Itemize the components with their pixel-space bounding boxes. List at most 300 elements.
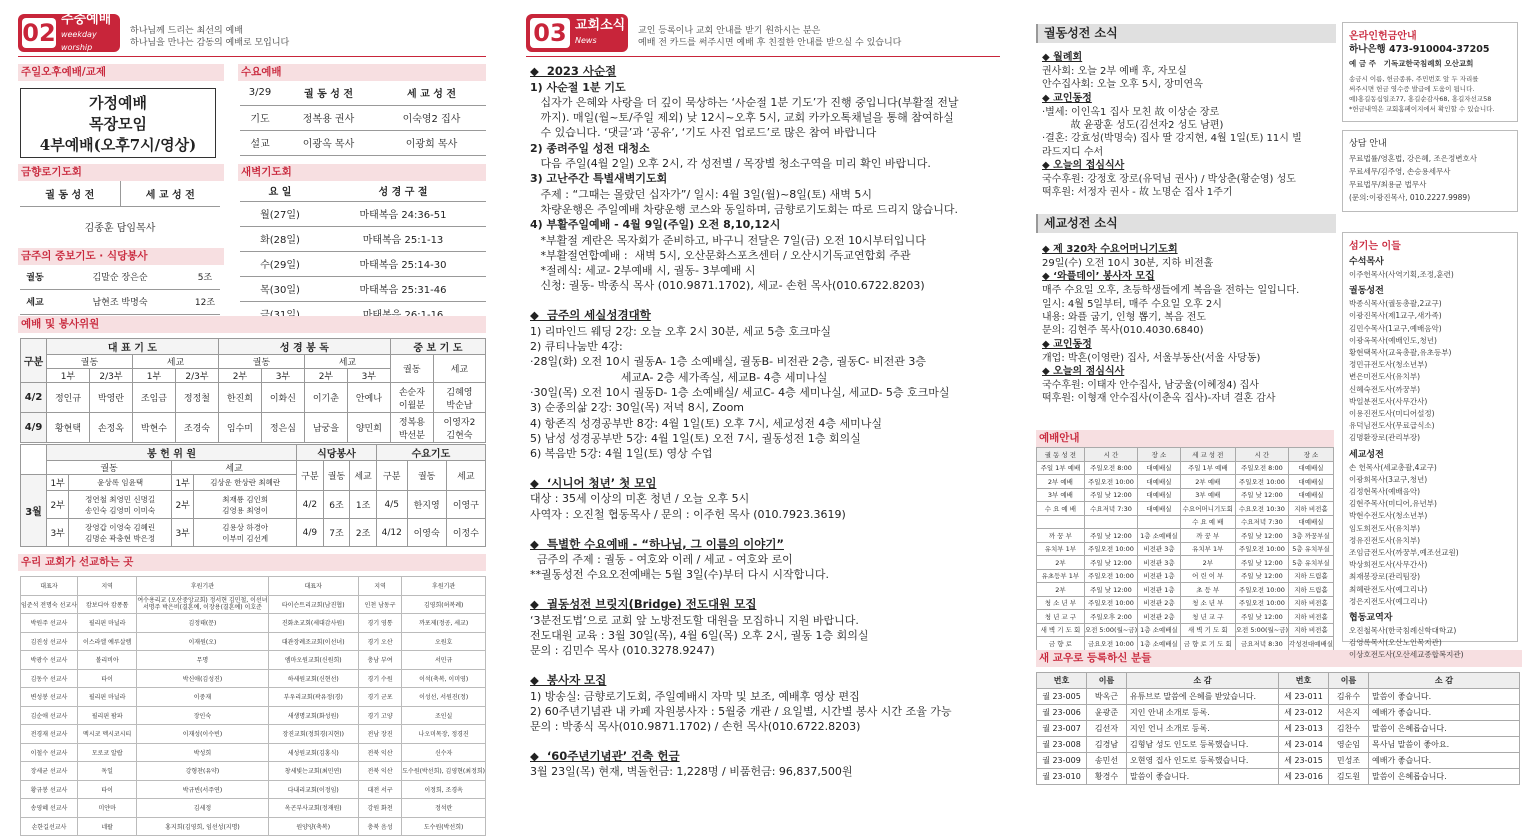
mission-cell: 충북 음성 (358, 817, 401, 836)
counsel-box (1342, 130, 1518, 212)
staff-line: 신혜숙전도사(까꿍부) (1349, 384, 1421, 394)
worship-cell: 주일오전 10:00 (1084, 569, 1137, 583)
page-description (130, 25, 289, 49)
staff-line: 황현택목사(교육총괄,유초등부) (1349, 348, 1452, 358)
news-subheading: ◆ 제 320차 수요어머니기도회 (1042, 244, 1178, 255)
mission-cell: 원양양(축복) (268, 817, 358, 836)
worship-cell: 주일오전 10:00 (1235, 542, 1288, 556)
mission-row (21, 688, 486, 707)
news-line: 3월 23일(목) 현재, 벽돌헌금: 1,228명 / 비품헌금: 96,837,500원 (530, 765, 853, 779)
staff-line: 박현수전도사(청소년부) (1349, 511, 1428, 521)
worship-cell: 수요오전 10:30 (1235, 502, 1288, 516)
page-description (638, 25, 901, 49)
member-cell: 박옥근 (1087, 689, 1127, 705)
desc-line-2: 하나님을 만나는 감동의 예배로 모입니다 (130, 38, 290, 48)
mission-cell: 대전 서구 (358, 780, 401, 799)
section-friday-title: 금향로기도회 (18, 164, 224, 181)
mission-cell: 엠마오원교회(신원희) (268, 651, 358, 670)
mission-cell: 경기 영통 (358, 614, 401, 633)
worship-cell: 주일 낮 12:00 (1084, 556, 1137, 570)
desc-line-2: 예배 전 카드를 써주시면 예배 후 친절한 안내를 받으실 수 있습니다 (638, 38, 902, 48)
worship-cell: 금요오전 10:00 (1084, 637, 1137, 651)
section-offer-title: 금주의 중보기도 · 식당봉사 (18, 248, 224, 265)
mission-cell: 까포제(정공, 세교) (402, 614, 486, 633)
news-line: 금주의 주제 : 궐동 - 여호와 이레 / 세교 - 여호와 로이 (530, 553, 793, 566)
mission-row (21, 762, 486, 781)
mission-cell: 오원호 (402, 632, 486, 651)
mission-row (21, 817, 486, 836)
worship-cell: 각성전대예배실 (1289, 637, 1334, 651)
offer-table: 궐동 김말순 장은순 5조 세교 남현조 박명숙 12조 (20, 264, 220, 315)
mission-row (21, 669, 486, 688)
news-line: **궐동성전 수요오전예배는 5월 3일(수)부터 다시 시작합니다. (530, 568, 829, 582)
worship-cell: 수요저녁 7:30 (1084, 502, 1137, 516)
mission-cell: 조인실 (402, 706, 486, 725)
worship-cell: 주일오전 8:00 (1235, 461, 1288, 475)
member-cell: 목사님 말씀이 좋아요. (1369, 737, 1520, 753)
worship-cell: 비전관 1층 (1138, 583, 1181, 597)
mission-cell: 전북 익산 (358, 762, 401, 781)
news-line: 6) 복음반 5강: 4월 1일(토) 영상 수업 (530, 447, 713, 461)
worship-row (1037, 637, 1334, 651)
mission-cell: 전남 장진 (358, 725, 401, 744)
news-subheading: ◆ 교인동정 (1042, 92, 1092, 104)
member-cell: 김유수 (1329, 689, 1369, 705)
worship-row (1037, 488, 1334, 502)
mission-cell: 장인숙 (137, 706, 268, 725)
mission-row (21, 725, 486, 744)
worship-row (1037, 583, 1334, 597)
news-line: 국수후원: 강정호 장로(유덕님 권사) / 박상춘(황순영) 성도 (1042, 173, 1296, 185)
news-subheading: ◆ ‘와플데이’ 봉사자 모집 (1042, 271, 1155, 283)
worship-cell: 금요저녁 8:30 (1235, 637, 1288, 651)
worship-row (1037, 515, 1334, 529)
worship-cell: 청 소 년 부 (1180, 596, 1235, 610)
mission-cell: 정석란 (402, 799, 486, 818)
news-line: 개업: 박흔(이영란) 집사, 서울부동산(서울 사당동) (1042, 352, 1261, 364)
member-cell: 세 23-013 (1279, 721, 1329, 737)
counsel-line: (문의:이광진목사, 010.2227.9989) (1349, 193, 1471, 202)
worship-cell: 유초등부 1부 (1037, 569, 1085, 583)
worship-row (1037, 475, 1334, 489)
worship-cell: 주일 낮 12:00 (1235, 569, 1288, 583)
news-line: 문의 : 박종식 목사(010.9871.1702) / 손헌 목사(010.6722.8203) (530, 720, 861, 734)
news-heading: ◆ ‘시니어 청년’ 첫 모임 (530, 475, 657, 490)
mission-cell: 전경재 선교사 (21, 725, 78, 744)
member-cell: 말씀이 은혜롭습니다. (1369, 769, 1520, 785)
online-offering-title: 온라인헌금안내 (1349, 31, 1417, 42)
worship-cell: 지하 비전홀 (1289, 502, 1334, 516)
worship-cell: 3부 예배 (1037, 488, 1085, 502)
member-cell: 민성조 (1329, 753, 1369, 769)
worship-cell: 주일 낮 12:00 (1235, 610, 1288, 624)
member-cell: 윤광준 (1087, 705, 1127, 721)
mission-cell: 도수원(박선희), 김영현(최정희) (402, 762, 486, 781)
news-line: 수 있습니다. ‘댓글’과 ‘공유’, ‘기도 사진 업로드’로 많은 참여 바랍니다 (530, 126, 877, 140)
header-divider (526, 56, 1000, 57)
page-02 (0, 0, 490, 831)
staff-line: 이광옥목사(예배인도,청년) (1349, 335, 1437, 345)
worship-cell: 수요어머니기도회 (1180, 502, 1235, 516)
member-cell: 지인 언니 소개로 등록. (1127, 721, 1279, 737)
staff-line: 이광진목사(제1교구,새가족) (1349, 311, 1442, 321)
news-line: 다음 주일(4월 2일) 오후 2시, 각 성전별 / 목장별 청소구역을 미리 확인 바랍니다. (530, 157, 931, 170)
news-line: ·30일(목) 오전 10시 궐동D- 1층 소예배실/ 세교C- 4층 세미나실, 세교D- 5층 호크마실 (530, 385, 950, 399)
sunday-line: 목장모임 (89, 115, 147, 133)
mission-cell: 김영희(허복례) (402, 595, 486, 614)
staff-line: 이주헌목사(사역기획,조정,훈련) (1349, 270, 1454, 279)
news-line: 4) 부활주일예배 - 4월 9일(주일) 오전 8,10,12시 (530, 218, 781, 232)
mission-cell: 김진성 선교사 (21, 632, 78, 651)
worship-cell: 지하 비전홀 (1289, 596, 1334, 610)
news-line: ·28일(화) 오전 10시 궐동A- 1층 소예배실, 궐동B- 비전관 2층, 궐동C- 비전관 3층 (530, 355, 926, 369)
mission-cell: 경기 고양 (358, 706, 401, 725)
worship-cell: 비전관 2층 (1138, 596, 1181, 610)
news-line: *절례식: 세교- 2부예배 시, 궐동- 3부예배 시 (530, 264, 756, 278)
mission-cell: 이철수 선교사 (21, 743, 78, 762)
worship-cell: 수 요 예 배 (1180, 515, 1235, 529)
page-number-badge (18, 11, 120, 52)
staff-group-title: 궐동성전 (1349, 286, 1384, 297)
mission-cell: 나오미목장, 정경진 (402, 725, 486, 744)
mission-cell: 황규봉 선교사 (21, 780, 78, 799)
online-offering-box (1342, 22, 1518, 122)
worship-cell: 주일 낮 12:00 (1235, 488, 1288, 502)
mission-cell: 서민규 (402, 651, 486, 670)
member-cell: 세 23-016 (1279, 769, 1329, 785)
news-line: 전도대원 교육 : 3월 30일(목), 4월 6일(목) 오후 2시, 궐동 1층 회의실 (530, 628, 869, 642)
staff-line: 변은미전도사(유치부) (1349, 372, 1421, 382)
news-subheading: ◆ 오늘의 점심식사 (1042, 365, 1125, 377)
worship-cell: 대예배실 (1289, 475, 1334, 489)
worship-cell: 어 린 이 부 (1180, 569, 1235, 583)
worship-guide-title: 예배안내 (1036, 430, 1334, 447)
news-line: 29일(수) 오전 10시 30분, 지하 비전홀 (1042, 258, 1214, 269)
mission-cell: 타이 (77, 780, 136, 799)
worship-cell: 비전관 2층 (1138, 610, 1181, 624)
worship-cell: 1층 소예배실 (1138, 637, 1181, 651)
worship-cell (1138, 515, 1181, 529)
member-row (1037, 769, 1520, 785)
worship-cell: 새 벽 기 도 회 (1037, 623, 1085, 637)
mission-cell: 이성선, 서원진(정) (402, 688, 486, 707)
worship-cell: 지하 드림홀 (1289, 583, 1334, 597)
section-mission-title: 우리 교회가 선교하는 곳 (18, 554, 486, 571)
staff-line: 임도희전도사(유치부) (1349, 523, 1421, 533)
mission-cell: 모로코 알랍 (77, 743, 136, 762)
desc-line-1: 교인 등록이나 교회 안내를 받기 원하시는 분은 (638, 26, 821, 36)
service-table: 구분 대 표 기 도 성 경 봉 독 중 보 기 도 궐동 세교 궐동 세교 궐동 세교 1부 2/3부 1부 2/3부 2부 3부 2부 3부 4/2 정인규 박영란 조임금 정정철 한진희 이화신 이기춘 안예나 손순자 이월분 김혜영 박순남 4/9 황현택 손정옥 박현수 조경숙 임수미 정은심 남궁을 양민희 정복용 박선분 이영자2 김현숙 (20, 338, 486, 443)
worship-cell: 주일 낮 12:00 (1084, 488, 1137, 502)
worship-cell (1084, 515, 1137, 529)
online-note-line: *헌금내역은 교회홈페이지에서 확인할 수 있습니다. (1349, 105, 1495, 113)
worship-row (1037, 529, 1334, 543)
worship-cell: 주일오후 2:00 (1084, 610, 1137, 624)
worship-cell: 수 요 예 배 (1037, 502, 1085, 516)
mission-cell: 강형찬(유약) (137, 762, 268, 781)
mission-cell: 송영혜 선교사 (21, 799, 78, 818)
mission-cell: 전북 익산 (358, 743, 401, 762)
worship-cell: 대예배실 (1138, 488, 1181, 502)
news-subheading: ◆ 월례회 (1042, 52, 1083, 63)
header-divider (18, 56, 486, 57)
worship-row (1037, 502, 1334, 516)
mission-cell: 이스라엘 예루살렘 (77, 632, 136, 651)
news-line: 4) 항존직 성경공부반 8강: 4월 1일(토) 오후 7시, 세교성전 4층 세미나실 (530, 416, 883, 430)
mission-cell: 부우리교회(곽유정(경) (268, 688, 358, 707)
mission-cell: 도수원(박선희) (402, 817, 486, 836)
worship-cell: 대예배실 (1289, 461, 1334, 475)
worship-cell: 지하 비전홀 (1289, 623, 1334, 637)
worship-cell: 까 꿍 부 (1037, 529, 1085, 543)
mission-cell: 무명 (137, 651, 268, 670)
news-heading: ◆ 금주의 세실성경대학 (530, 308, 651, 323)
mission-cell: 김정태(문) (137, 614, 268, 633)
staff-group-title: 수석목사 (1349, 257, 1384, 267)
worship-cell: 5층 유치부실 (1289, 542, 1334, 556)
news-heading: ◆ ‘60주년기념관’ 건축 헌금 (530, 748, 680, 763)
staff-line: 정유진전도사(유치부) (1349, 535, 1421, 545)
worship-cell: 지하 비전홀 (1289, 610, 1334, 624)
mission-cell: 김동수 선교사 (21, 669, 78, 688)
page-number: 02 (22, 19, 56, 47)
mission-cell: 타이슨트리교회(남진협) (268, 595, 358, 614)
worship-cell: 주일 1부 예배 (1037, 461, 1085, 475)
worship-cell: 유치부 1부 (1037, 542, 1085, 556)
mission-row (21, 743, 486, 762)
member-cell: 궐 23-010 (1037, 769, 1087, 785)
mission-cell: 새생명교회(화성원) (268, 706, 358, 725)
member-cell: 서은지 (1329, 705, 1369, 721)
news-line: 주제 : “그때는 몰랐던 십자가”/ 일시: 4월 3일(월)~8일(토) 새벽 5시 (530, 187, 872, 201)
mission-cell: 필리핀 마닐라 (77, 614, 136, 633)
online-note (1349, 74, 1511, 114)
worship-cell: 금 향 로 기 도 회 (1180, 637, 1235, 651)
news-line: 내용: 와플 굽기, 인형 뽑기, 복음 전도 (1042, 311, 1207, 323)
news-line: 떡후원: 서정자 권사 - 故 노명순 집사 1주기 (1042, 187, 1233, 199)
worship-guide-table: 궐 동 성 전 시 간 장 소 세 교 성 전 시 간 장 소 주일 1부 예배 주일오전 8:00 대예배실 주일 1부 예배 주일오전 8:00 대예배실 2부 예배 주일오전 10:00 대예배실 2부 예배 주일오전 10:00 대예배실 3부 예배 주일 낮 12:00 대예배실 3부 예배 주일 낮 12:00 대예배실 수 요 예 배 수요저녁 7:30 대예배실 수요어머니기도회 수요오전 10:30 지하 비전홀 수 요 예 배 수요저녁 7:30 대예배실 까 꿍 부 주일 낮 12:00 1층 소예배실 까 꿍 부 주일 낮 12:00 3층 까꿍부실 유치부 1부 주일오전 10:00 비전관 3층 유치부 1부 주일오전 10:00 5층 유치부실 2부 주일 낮 12:00 비전관 3층 2부 주일 낮 12:00 5층 유치부실 유초등부 1부 주일오전 10:00 비전관 1층 어 린 이 부 주일 낮 12:00 지하 드림홀 2부 주일 낮 12:00 비전관 1층 초 등 부 주일오전 10:00 지하 드림홀 청 소 년 부 주일오전 10:00 비전관 2층 청 소 년 부 주일오전 10:00 지하 비전홀 청 년 교 구 주일오후 2:00 비전관 2층 청 년 교 구 주일 낮 12:00 지하 비전홀 새 벽 기 도 회 오전 5:00(월~금) 1층 소예배실 새 벽 기 도 회 오전 5:00(월~금) 지하 비전홀 금 향 로 금요오전 10:00 1층 소예배실 금 향 로 기 도 회 금요저녁 8:30 각성전대예배실 (1036, 447, 1334, 651)
mission-cell: 창세빛는교회(최민연) (268, 762, 358, 781)
news-line: 대상 : 35세 이상의 미혼 청년 / 오늘 오후 5시 (530, 492, 750, 506)
worship-cell: 청 년 교 구 (1037, 610, 1085, 624)
worship-cell: 청 년 교 구 (1180, 610, 1235, 624)
mission-cell: 독일 (77, 762, 136, 781)
mission-cell: 멕시코 멕시코시티 (77, 725, 136, 744)
page-title: 교회소식 (575, 18, 626, 33)
member-cell: 말씀이 은혜롭습니다. (1369, 721, 1520, 737)
member-cell: 김형남 성도 인도로 등록했습니다. (1127, 737, 1279, 753)
mission-table: 대표자 지역 후원기관 대표자 지역 후원기관 임준석 전명숙 선교사 캄보디아 캄퐁톰 여수용리교 (오산중앙교회) 정서현 김민철, 이선녀 서명주 박은비(결혼예, 이장용(결혼예) 이호준 타이슨트리교회(남진협) 인천 남동구 김영희(허복례) 박원주 선교사 필리핀 마닐라 김정태(문) 진화초교회(세대감사원) 경기 영통 까포제(정공, 세교) 김진성 선교사 이스라엘 예루살렘 이재원(오) 대관장례조교회(이선녀) 경기 오산 오원호 박광수 선교사 볼리비아 무명 엠마오원교회(신원희) 충남 부여 서민규 김동수 선교사 타이 박신애(김성진) 하세원교회(신현선) 경기 수원 이석(축복, 이미영) 변성봉 선교사 필리핀 마닐라 이중재 부우리교회(곽유정(경) 경기 군포 이성선, 서원진(정) 김순애 선교사 필리핀 팜파 장인숙 새생명교회(화성원) 경기 고양 조인실 전경재 선교사 멕시코 멕시코시티 이재성(이수빈) 장진교회(정희경(지현)) 전남 장진 나오미목장, 정경진 이철수 선교사 모로코 알랍 박성희 세성원교회(김홍식) 전북 익산 신수자 장세균 선교사 독일 강형찬(유약) 창세빛는교회(최민연) 전북 익산 도수원(박선희), 김영현(최정희) 황규봉 선교사 타이 박규빈(서주연) 다내리교회(이정임) 대전 서구 이정희, 조경옥 송영혜 선교사 미얀마 김세정 옥곤부사교회(정재원) 강원 화천 정석란 손한길선교사 네팔 홍지희(김영희, 임선성(지명) 원양양(축복) 충북 음성 도수원(박선희) (20, 576, 486, 836)
worship-row (1037, 623, 1334, 637)
member-cell: 궐 23-006 (1037, 705, 1087, 721)
member-cell: 세 23-011 (1279, 689, 1329, 705)
news-subheading: ◆ 오늘의 접심식사 (1042, 159, 1125, 171)
worship-cell: 주일오전 10:00 (1235, 583, 1288, 597)
member-cell: 황경수 (1087, 769, 1127, 785)
worship-row (1037, 556, 1334, 570)
worship-cell: 3층 까꿍부실 (1289, 529, 1334, 543)
mission-cell: 이정희, 조경옥 (402, 780, 486, 799)
staff-lines (1349, 255, 1511, 662)
news-line: 문의 : 김민수 목사 (010.3278.9247) (530, 644, 715, 658)
mission-cell: 충남 부여 (358, 651, 401, 670)
member-row (1037, 737, 1520, 753)
worship-cell: 1층 소예배실 (1138, 623, 1181, 637)
desc-line-1: 하나님께 드리는 최선의 예배 (130, 26, 243, 36)
counsel-lines (1349, 152, 1511, 204)
news-line: 라드지디 수서 (1042, 146, 1104, 158)
staff-line: 조임금전도사(까꿍부,예조선교원) (1349, 548, 1459, 558)
worship-cell: 2부 예배 (1037, 475, 1085, 489)
worship-cell: 오전 5:00(월~금) (1084, 623, 1137, 637)
member-cell: 송민선 (1087, 753, 1127, 769)
member-cell: 세 23-015 (1279, 753, 1329, 769)
mission-cell: 경기 군포 (358, 688, 401, 707)
staff-group-title: 협동교역자 (1349, 613, 1393, 624)
worship-cell: 대예배실 (1289, 515, 1334, 529)
member-cell: 김도원 (1329, 769, 1369, 785)
member-cell: 김선자 (1087, 721, 1127, 737)
mission-cell: 이석(축복, 이미영) (402, 669, 486, 688)
worship-cell: 지하 드림홀 (1289, 569, 1334, 583)
worship-cell: 새 벽 기 도 회 (1180, 623, 1235, 637)
staff-line: 정민규전도사(청소년부) (1349, 360, 1428, 370)
page-number-badge (526, 14, 628, 52)
mission-cell: 김순애 선교사 (21, 706, 78, 725)
news-heading: ◆ 2023 사순절 (530, 64, 617, 78)
mission-row (21, 632, 486, 651)
news-line: 2) 60주년기념관 내 카페 자원봉사자 : 5월중 개관 / 요일별, 시간별 봉사 시간 조율 가능 (530, 704, 952, 718)
worship-cell: 주일 낮 12:00 (1084, 529, 1137, 543)
member-cell: 김찬수 (1329, 721, 1369, 737)
news-line: 십자가 은혜와 사랑을 더 깊이 묵상하는 ‘사순절 1분 기도’가 진행 중입니다(부활절 전날 (530, 95, 959, 109)
mission-cell: 변성봉 선교사 (21, 688, 78, 707)
segyo-news-title: 세교성전 소식 (1036, 214, 1336, 233)
worship-row (1037, 542, 1334, 556)
worship-cell: 주일오전 10:00 (1084, 542, 1137, 556)
staff-line: 박종식목사(궐동총괄,2교구) (1349, 299, 1442, 309)
page-subtitle: News (575, 36, 597, 45)
mission-row (21, 595, 486, 614)
staff-line: 김현주목사(미디어,유년부) (1349, 499, 1437, 509)
mission-row (21, 651, 486, 670)
staff-line: 김명환장로(관리부장) (1349, 433, 1421, 443)
news-line: 3) 고난주간 특별새벽기도회 (530, 172, 668, 186)
mission-cell: 대관장례조교회(이선녀) (268, 632, 358, 651)
sunday-worship-box (20, 88, 216, 158)
mission-cell: 이재성(이수빈) (137, 725, 268, 744)
friday-table: 궐 동 성 전 세 교 성 전 김종훈 담임목사 (20, 181, 220, 246)
online-note-line: 송금시 이름, 헌금종류, 주민번호 앞 두 자리를 (1349, 75, 1479, 83)
worship-cell: 대예배실 (1138, 475, 1181, 489)
mission-cell: 이중재 (137, 688, 268, 707)
counsel-line: 무료법률/영혼법, 강은혜, 조은정변호사 (1349, 154, 1477, 163)
news-line: 매주 수요일 오후, 초등학생들에게 복음을 전하는 일입니다. (1042, 285, 1300, 297)
staff-group-title: 세교성전 (1349, 449, 1384, 460)
worship-row (1037, 461, 1334, 475)
news-line: 5) 남성 성경공부반 5강: 4월 1일(토) 오전 7시, 궐동성전 1층 회의실 (530, 431, 861, 445)
member-cell: 지인 안내 소개로 등록. (1127, 705, 1279, 721)
mission-cell: 신수자 (402, 743, 486, 762)
news-heading: ◆ 궐동성전 브릿지(Bridge) 전도대원 모집 (530, 597, 757, 612)
worship-row (1037, 569, 1334, 583)
member-cell: 유튜브로 말씀에 은혜를 받았습니다. (1127, 689, 1279, 705)
member-row (1037, 753, 1520, 769)
news-line: *부활절연합예배 : 새벽 5시, 오산문화스포츠센터 / 오산시기독교연합회 주관 (530, 248, 911, 262)
worship-cell: 비전관 3층 (1138, 556, 1181, 570)
staff-line: 이광희목사(3교구,청년) (1349, 474, 1428, 484)
member-row (1037, 705, 1520, 721)
page-03 (524, 0, 1520, 812)
member-cell: 오현영 집사 인도로 등록했습니다. (1127, 753, 1279, 769)
member-cell: 궐 23-005 (1037, 689, 1087, 705)
news-line: 문의: 김현주 목사(010.4030.6840) (1042, 325, 1204, 337)
staff-line: 김정현목사(예배음악) (1349, 487, 1421, 497)
worship-cell: 1층 소예배실 (1138, 529, 1181, 543)
staff-line: 최재봉장로(관리팀장) (1349, 572, 1421, 582)
counsel-line: 무료세무/김주영, 손승용세무사 (1349, 167, 1451, 176)
staff-line: 손 헌목사(세교총괄,4교구) (1349, 462, 1437, 472)
staff-line: 최혜란전도사(예그리나) (1349, 584, 1428, 594)
mission-cell: 홍지희(김영희, 임선성(지명) (137, 817, 268, 836)
member-cell: 말씀이 좋습니다. (1369, 689, 1520, 705)
member-cell: 세 23-014 (1279, 737, 1329, 753)
mission-cell: 여수용리교 (오산중앙교회) 정서현 김민철, 이선녀 서명주 박은비(결혼예, 이장용(결혼예) 이호준 (137, 595, 268, 614)
member-cell: 예배가 좋습니다. (1369, 753, 1520, 769)
worship-row (1037, 610, 1334, 624)
counsel-line: 무료법무/최용균 법무사 (1349, 180, 1427, 189)
news-line: 국수후원: 이태자 안수집사, 남궁울(이혜정4) 집사 (1042, 379, 1259, 391)
mission-cell: 박성희 (137, 743, 268, 762)
news-line: 신청: 궐동- 박종식 목사 (010.9871.1702), 세교- 손헌 목사(010.6722.8203) (530, 279, 925, 293)
offering-table: 봉 헌 위 원 식당봉사 수요기도 궐동 세교 구분 궐동 세교 구분 궐동 세교 3월 1부 윤상록 임윤택 1부 김상운 한상란 최혜란 2부 정연철 최영민 신명길 송인숙 김영미 이미숙 2부 최재룡 김인희 김영용 최영이 4/2 6조 1조 4/5 한지영 이영구 3부 장영갑 이영숙 김혜린 김명순 곽충현 박은정 3부 김용상 하경아 이부미 김선계 4/9 7조 2조 4/12 이영숙 이정수 (20, 444, 486, 547)
mission-cell: 임준석 전명숙 선교사 (21, 595, 78, 614)
mission-cell: 미얀마 (77, 799, 136, 818)
staff-line: 이용진전도사(미디어설정) (1349, 409, 1435, 419)
staff-line: 이상호전도사(오산세교종합복지관) (1349, 650, 1464, 660)
worship-cell: 3부 예배 (1180, 488, 1235, 502)
worship-row (1037, 596, 1334, 610)
worship-cell (1037, 515, 1085, 529)
mission-cell: 세성원교회(김홍식) (268, 743, 358, 762)
mission-cell: 강원 화천 (358, 799, 401, 818)
bank-account: 하나은행 473-910004-37205 (1349, 44, 1490, 55)
news-line: 권사회: 오늘 2부 예배 후, 자모실 (1042, 66, 1187, 77)
member-row (1037, 689, 1520, 705)
news-line: *부활절 계란은 목자회가 준비하고, 바구니 전달은 7일(금) 오전 10시부터입니다 (530, 233, 926, 247)
mission-cell: 필리핀 마닐라 (77, 688, 136, 707)
worship-cell: 주일 낮 12:00 (1235, 529, 1288, 543)
section-sunday-title: 주일오후예배/교제 (18, 64, 224, 81)
online-note-line: 예)홍길동십일조77, 홍길순감사68, 홍길자선교58 (1349, 95, 1492, 103)
news-line: 떡후원: 이형재 안수집사(이춘옥 집사)-자녀 결혼 감사 (1042, 393, 1276, 405)
worship-cell: 2부 예배 (1180, 475, 1235, 489)
mission-row (21, 614, 486, 633)
mission-cell: 박규빈(서주연) (137, 780, 268, 799)
mission-cell: 박광수 선교사 (21, 651, 78, 670)
mission-cell: 하세원교회(신현선) (268, 669, 358, 688)
staff-title: 섬기는 이들 (1349, 241, 1401, 252)
staff-line: 유덕님전도사(무료급식소) (1349, 421, 1435, 431)
news-line: 사역자 : 오진철 협동목사 / 문의 : 이주헌 목사 (010.7923.3619) (530, 507, 846, 521)
news-line: 까지). 매일(월~토/주일 제외) 낮 12시~오후 5시, 교회 카카오톡채널을 통해 참여하실 (530, 111, 954, 125)
mission-cell: 옥곤부사교회(정재원) (268, 799, 358, 818)
news-line: 故 윤광훈 성도(김선자2 성도 남편) (1042, 119, 1224, 131)
mission-cell: 박신애(김성진) (137, 669, 268, 688)
dawn-table: 요 일 성 경 구 절 월(27일) 마태복음 24:36-51 화(28일) 마태복음 25:1-13 수(29일) 마태복음 25:14-30 목(30일) 마태복음 25:31-46 (240, 181, 486, 327)
news-line: 1) 사순절 1분 기도 (530, 80, 626, 94)
news-line: ·결혼: 강효성(박명숙) 집사 딸 강지현, 4월 1일(토) 11시 빌 (1042, 133, 1302, 145)
